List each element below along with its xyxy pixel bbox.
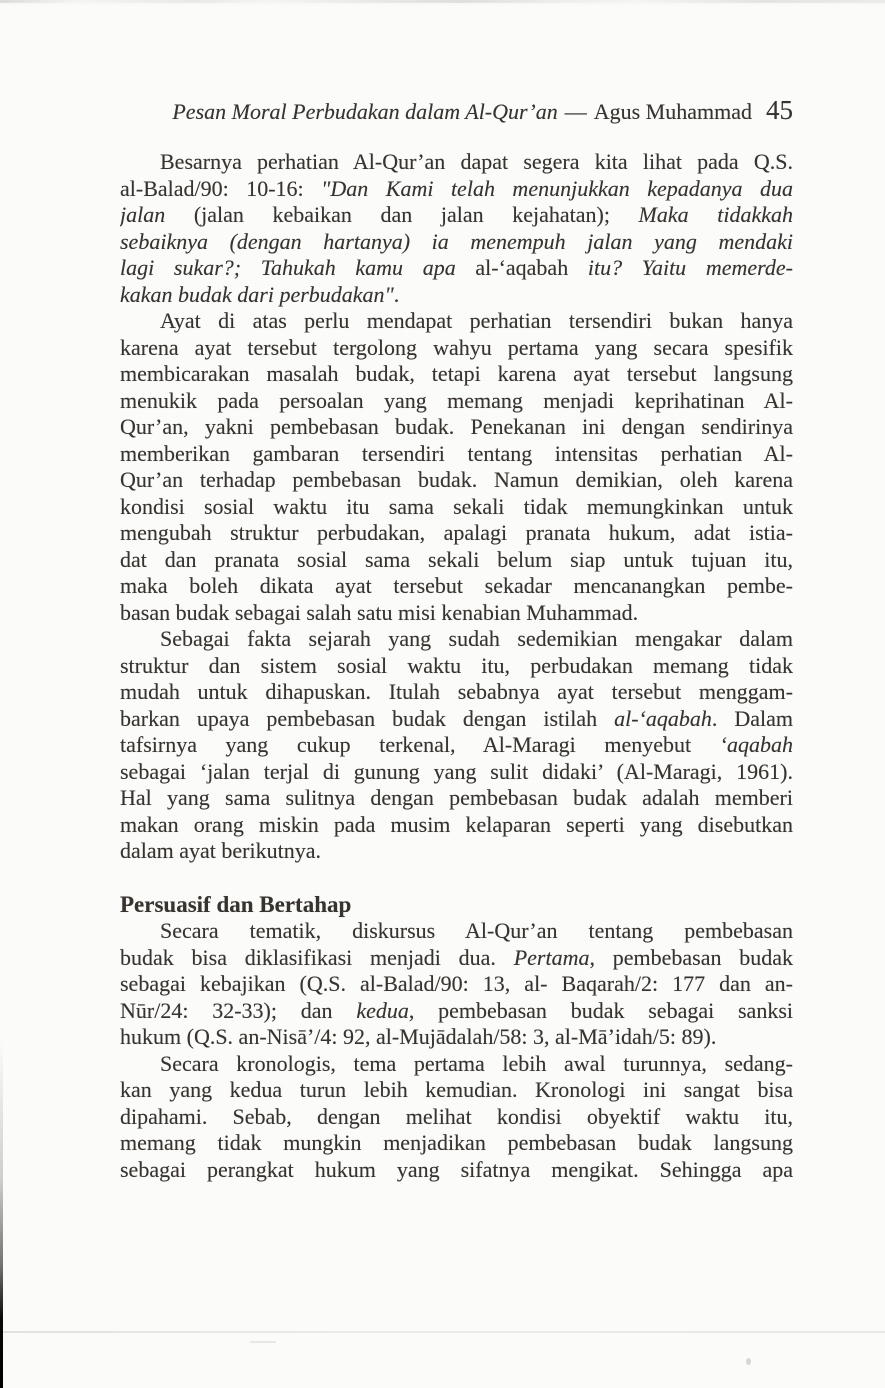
italic-run: lagi sukar?; Tahukah kamu apa: [120, 255, 476, 280]
text-line: [120, 1104, 793, 1131]
text-line: [120, 812, 793, 839]
text-run: al-Balad/90: 10-16:: [120, 175, 322, 201]
italic-run: "Dan Kami telah menunjukkan kepadanya dua: [321, 175, 793, 201]
text-run: Ayat di atas perlu mendapat perhatian tersendiri bukan hanya: [160, 308, 793, 333]
text-run: menukik pada persoalan yang memang menjadi keprihatinan Al-: [120, 387, 793, 413]
text-line: [120, 494, 793, 521]
italic-run: itu? Yaitu memerde-: [587, 255, 793, 280]
text-line: [120, 149, 793, 176]
text-line: [120, 388, 793, 415]
text-line: [120, 229, 793, 256]
text-line: [120, 759, 793, 786]
text-line: [120, 441, 793, 468]
text-line: [120, 308, 793, 335]
text-line: [120, 626, 793, 653]
italic-run: Pertama: [513, 944, 590, 970]
text-run: maka boleh dikata ayat tersebut sekadar mencanangkan pembe-: [120, 573, 793, 598]
text-run: Hal yang sama sulitnya dengan pembebasan budak adalah memberi: [120, 785, 793, 810]
paragraph: [120, 1051, 793, 1184]
text-run: kan yang kedua turun lebih kemudian. Kronologi ini sangat bisa: [120, 1077, 793, 1102]
text-line: [120, 1130, 793, 1157]
text-run: karena ayat tersebut tergolong wahyu pertama yang secara spesifik: [120, 334, 793, 360]
scan-artifact-speck: [746, 1358, 751, 1365]
text-line: [120, 945, 793, 972]
text-run: budak bisa diklasifikasi menjadi dua.: [120, 944, 514, 970]
text-run: dat dan pranata sosial sama sekali belum siap untuk tujuan itu,: [120, 546, 793, 572]
text-run: (jalan kebaikan dan jalan kejahatan);: [193, 202, 639, 227]
text-run: dalam ayat berikutnya.: [120, 838, 321, 863]
text-line: [120, 520, 793, 547]
text-run: kondisi sosial waktu itu sama sekali tidak memungkinkan untuk: [120, 493, 793, 519]
text-line: [120, 1077, 793, 1104]
text-run: , pembebasan budak: [589, 944, 793, 970]
text-run: Nūr/24: 32-33); dan: [120, 997, 357, 1023]
page-header: [120, 95, 793, 126]
scan-artifact-bottom-rule: [0, 1331, 885, 1333]
text-line: [120, 971, 793, 998]
section-heading: Persuasif dan Bertahap: [120, 891, 352, 917]
italic-run: ‘aqabah: [719, 732, 793, 757]
text-line: [120, 706, 793, 733]
text-line: [120, 361, 793, 388]
text-line: [120, 255, 793, 282]
text-run: .: [393, 281, 400, 307]
text-run: Sebagai fakta sejarah yang sudah sedemikian mengakar dalam: [160, 626, 793, 651]
text-run: Besarnya perhatian Al-Qur’an dapat segera kita lihat pada Q.S.: [160, 149, 793, 174]
text-run: dipahami. Sebab, dengan melihat kondisi obyektif waktu itu,: [120, 1103, 793, 1129]
italic-run: jalan: [120, 202, 194, 227]
text-line: [120, 467, 793, 494]
text-run: , pembebasan budak sebagai sanksi: [408, 997, 793, 1023]
scan-artifact-speck: [250, 1341, 276, 1343]
text-run: Secara tematik, diskursus Al-Qur’an tentang pembebasan: [160, 918, 793, 943]
text-line: [120, 1051, 793, 1078]
text-run: sebagai kebajikan (Q.S. al-Balad/90: 13, al- Baqarah/2: 177 dan an-: [120, 971, 793, 996]
paragraph: [120, 626, 793, 865]
scan-artifact-left-edge-shadow: [0, 1040, 3, 1388]
text-line: [120, 1157, 793, 1184]
text-run: tafsirnya yang cukup terkenal, Al-Maragi menyebut: [120, 732, 720, 757]
text-run: struktur dan sistem sosial waktu itu, perbudakan memang tidak: [120, 652, 793, 678]
text-run: al-‘aqabah: [475, 255, 588, 280]
text-line: [120, 918, 793, 945]
text-run: mudah untuk dihapuskan. Itulah sebabnya ayat tersebut menggam-: [120, 679, 793, 704]
header-author: Agus Muhammad: [593, 99, 752, 124]
text-run: membicarakan masalah budak, tetapi karena ayat tersebut langsung: [120, 361, 793, 386]
italic-run: kedua: [356, 997, 409, 1023]
text-line: [120, 335, 793, 362]
text-line: [120, 679, 793, 706]
text-run: memang tidak mungkin menjadikan pembebasan budak langsung: [120, 1130, 793, 1155]
text-line: [120, 732, 793, 759]
text-line: [120, 838, 793, 865]
text-line: [120, 1024, 793, 1051]
text-line: [120, 573, 793, 600]
scan-artifact-top-streak: [0, 0, 885, 3]
text-run: makan orang miskin pada musim kelaparan seperti yang disebutkan: [120, 811, 793, 837]
header-dash: —: [564, 99, 587, 124]
text-line: [120, 785, 793, 812]
text-line: [120, 653, 793, 680]
text-run: Qur’an, yakni pembebasan budak. Penekanan ini dengan sendirinya: [120, 414, 793, 439]
text-run: memberikan gambaran tersendiri tentang intensitas perhatian Al-: [120, 440, 793, 466]
text-line: [120, 202, 793, 229]
text-run: sebagai ‘jalan terjal di gunung yang sulit didaki’ (Al-Maragi, 1961).: [120, 758, 793, 784]
text-run: mengubah struktur perbudakan, apalagi pranata hukum, adat istia-: [120, 520, 793, 545]
text-run: Secara kronologis, tema pertama lebih awal turunnya, sedang-: [160, 1050, 793, 1076]
text-line: [120, 600, 793, 627]
text-line: [120, 414, 793, 441]
text-run: barkan upaya pembebasan budak dengan istilah: [120, 705, 615, 731]
text-run: . Dalam: [711, 705, 793, 731]
running-title: Pesan Moral Perbudakan dalam Al-Qur’an: [172, 99, 558, 124]
text-line: [120, 547, 793, 574]
italic-run: kakan budak dari perbudakan": [120, 281, 394, 307]
paragraph: [120, 149, 793, 308]
text-run: sebagai perangkat hukum yang sifatnya mengikat. Sehingga apa: [120, 1156, 793, 1182]
paragraph: [120, 918, 793, 1051]
text-run: Qur’an terhadap pembebasan budak. Namun demikian, oleh karena: [120, 467, 793, 492]
text-run: hukum (Q.S. an-Nisā’/4: 92, al-Mujādalah/58: 3, al-Mā’idah/5: 89).: [120, 1024, 717, 1049]
text-run: basan budak sebagai salah satu misi kenabian Muhammad.: [120, 599, 639, 625]
text-body: [120, 149, 793, 1183]
page-number: 45: [766, 95, 793, 125]
text-line: [120, 176, 793, 203]
paragraph: [120, 308, 793, 626]
italic-run: sebaiknya (dengan hartanya) ia menempuh jalan yang mendaki: [120, 228, 793, 254]
text-line: [120, 998, 793, 1025]
italic-run: al-‘aqabah: [614, 705, 712, 731]
text-line: [120, 282, 793, 309]
italic-run: Maka tidakkah: [638, 202, 793, 227]
